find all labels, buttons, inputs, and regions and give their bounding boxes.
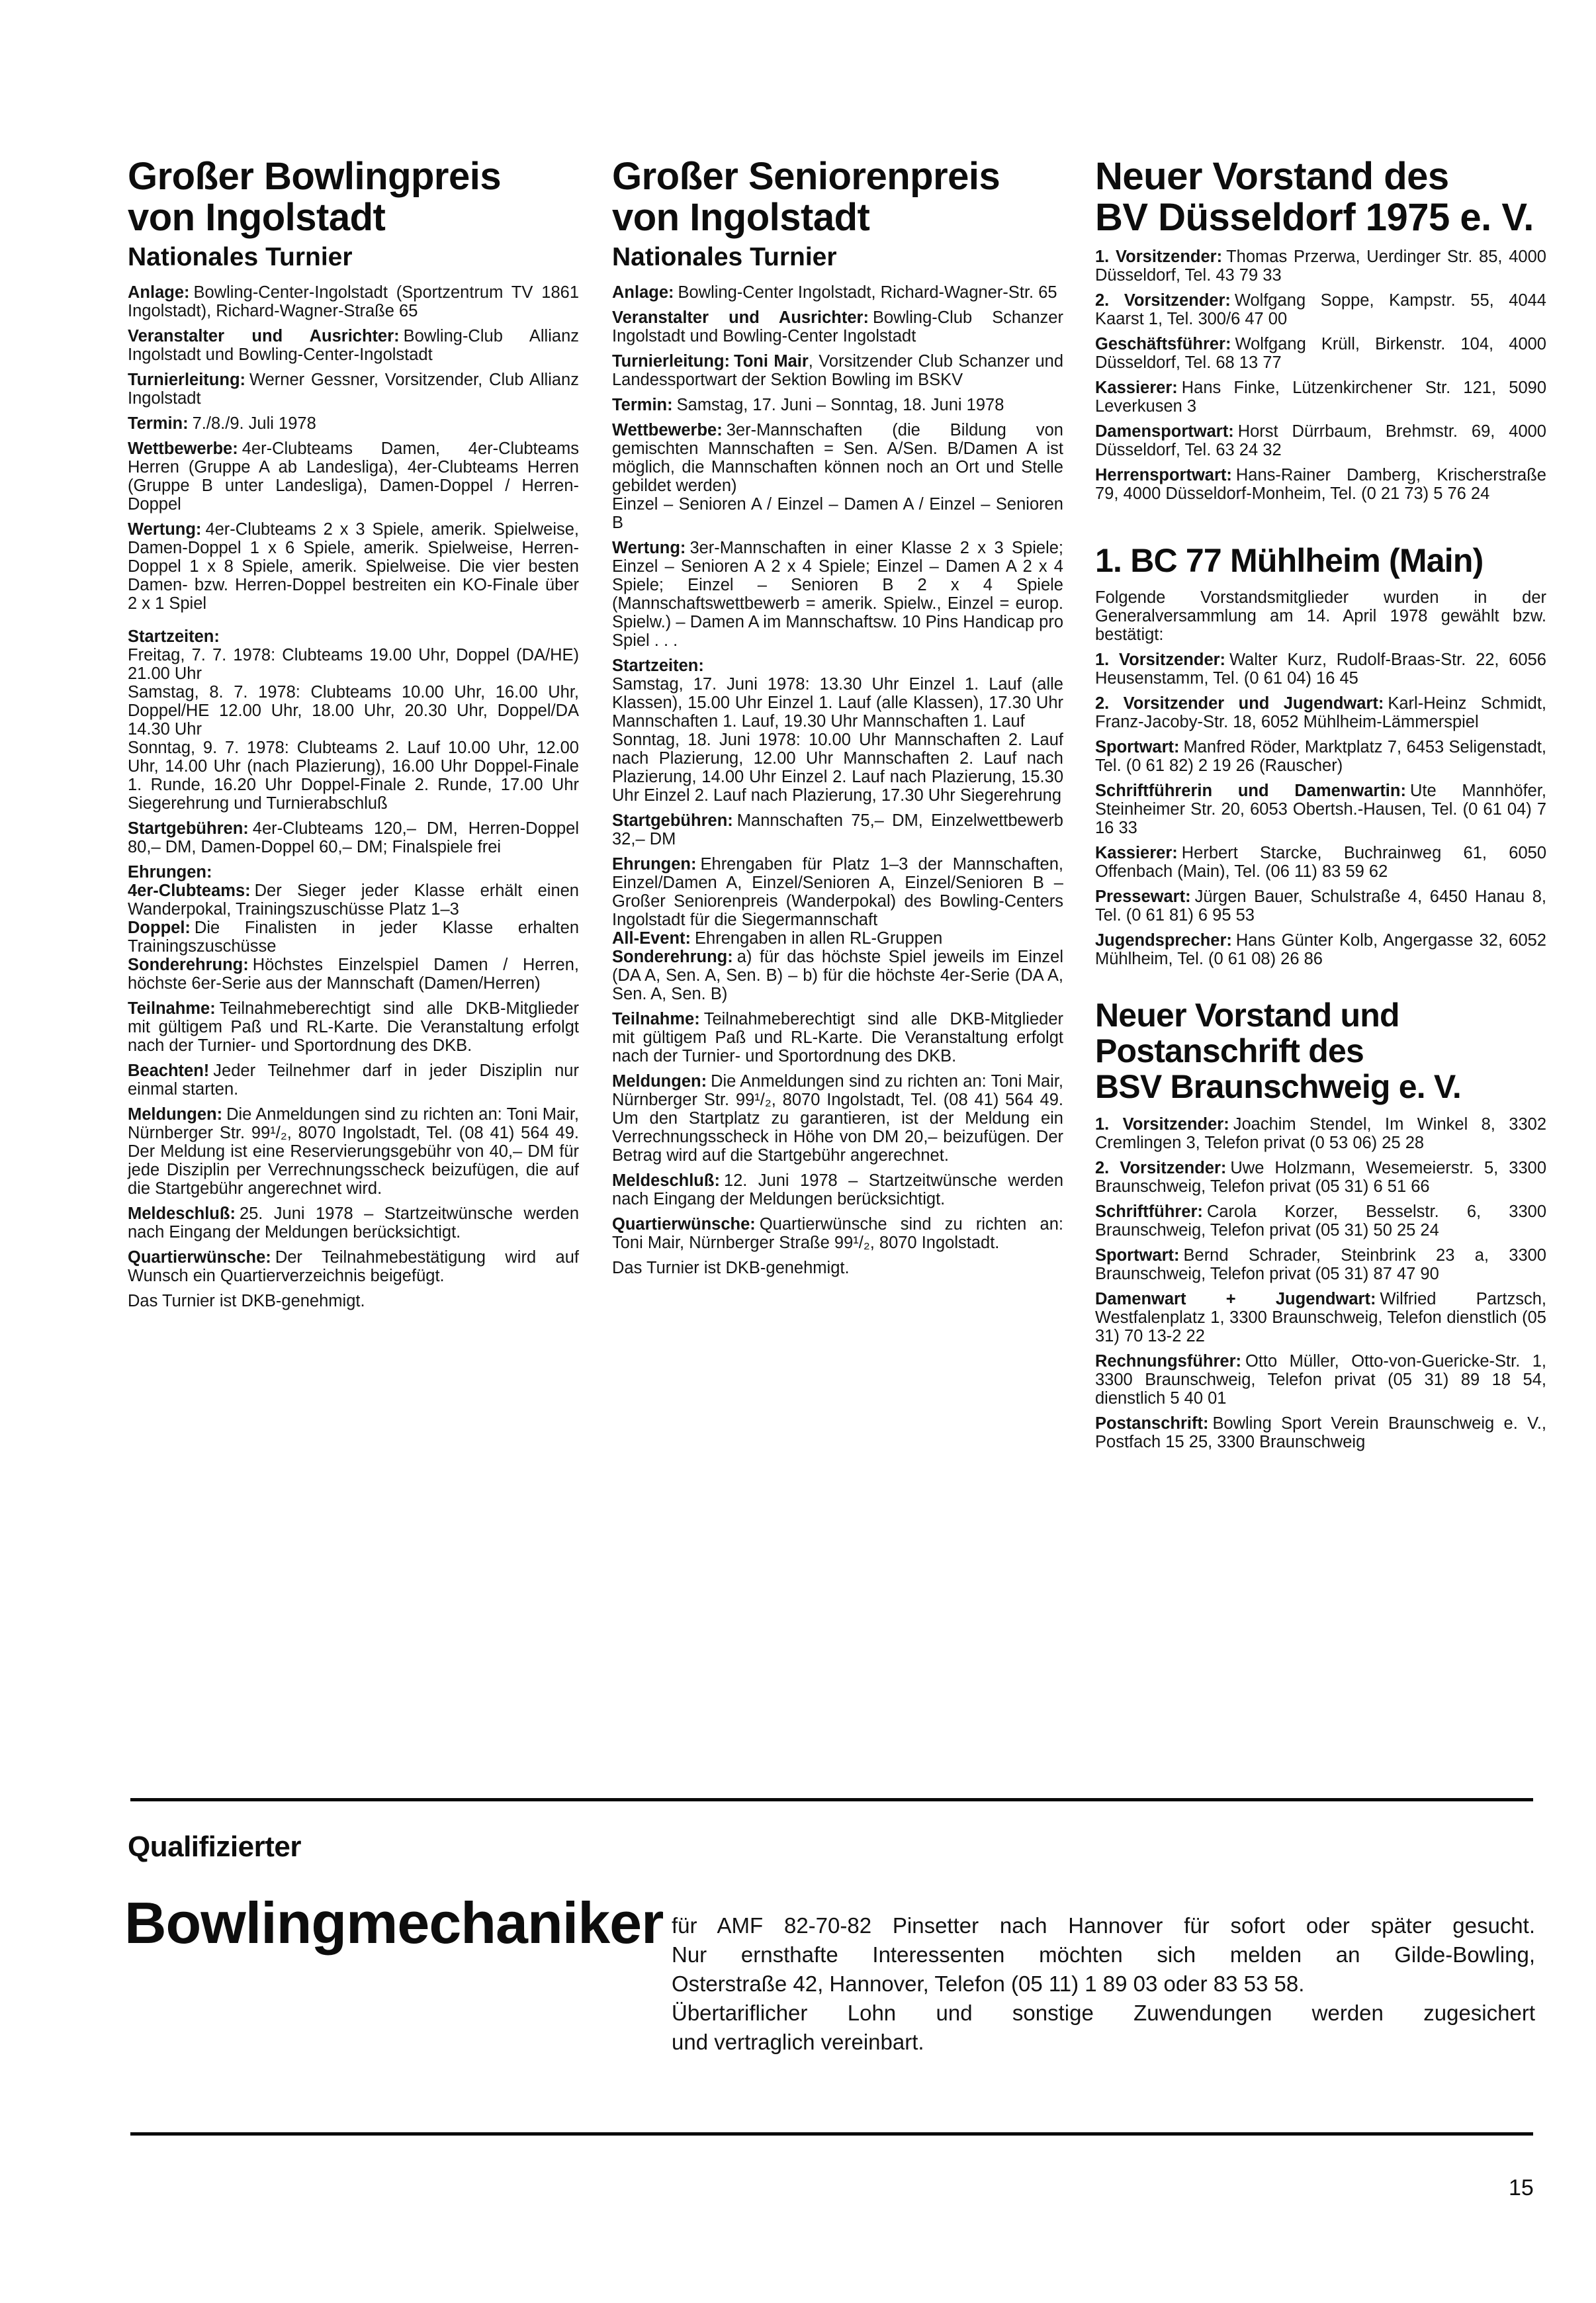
board-entry: Sportwart: Bernd Schrader, Steinbrink 23 a, 3300 Braunschweig, Telefon privat (05 31) 87 47 90 bbox=[1095, 1246, 1546, 1283]
board-entry: Herrensportwart: Hans-Rainer Damberg, Krischerstraße 79, 4000 Düsseldorf-Monheim, Tel. (0 21 73) 5 76 24 bbox=[1095, 466, 1546, 503]
veranstalter-paragraph: Veranstalter und Ausrichter: Bowling-Club Allianz Ingolstadt und Bowling-Center-Ingolstadt bbox=[128, 327, 579, 364]
article-braunschweig bbox=[1095, 997, 1546, 1451]
wertung-paragraph: Wertung: 4er-Clubteams 2 x 3 Spiele, amerik. Spielweise, Damen-Doppel 1 x 6 Spiele, amerik. Spielweise, Herren-Doppel 1 x 8 Spiele, amerik. Spielweise. Die vier besten Damen- bzw. Herren-Doppel bestreiten ein KO-Finale über 2 x 1 Spiel bbox=[128, 520, 579, 613]
ad-body-line: Osterstraße 42, Hannover, Telefon (05 11) 1 89 03 oder 83 53 58. bbox=[672, 1971, 1305, 1996]
turnierleitung-paragraph: Turnierleitung: Werner Gessner, Vorsitzender, Club Allianz Ingolstadt bbox=[128, 371, 579, 408]
board-entry: 1. Vorsitzender: Walter Kurz, Rudolf-Braas-Str. 22, 6056 Heusenstamm, Tel. (0 61 04) 16 45 bbox=[1095, 651, 1546, 688]
article-duesseldorf bbox=[1095, 156, 1546, 503]
article-title: Neuer Vorstand des BV Düsseldorf 1975 e. V. bbox=[1095, 155, 1534, 239]
ad-body-line: Übertariflicher Lohn und sonstige Zuwendungen werden zugesichert bbox=[672, 2001, 1535, 2025]
ehrungen-heading: Ehrungen: bbox=[128, 863, 212, 881]
ehrungen-paragraph: Ehrungen: Ehrengaben für Platz 1–3 der Mannschaften, Einzel/Damen A, Einzel/Senioren A, Einzel/Senioren B – Großer Seniorenpreis (Wanderpokal) des Bowling-Centers Ingolstadt für die Siegermannschaft bbox=[612, 855, 1063, 929]
meldeschluss-paragraph: Meldeschluß: 12. Juni 1978 – Startzeitwünsche werden nach Eingang der Meldungen berücksichtigt. bbox=[612, 1171, 1063, 1208]
genehmigung-note: Das Turnier ist DKB-genehmigt. bbox=[612, 1259, 850, 1277]
startzeit-item: Samstag, 17. Juni 1978: 13.30 Uhr Einzel 1. Lauf (alle Klassen), 15.00 Uhr Einzel 1. Lauf (alle Klassen), 17.30 Uhr Mannschaften 1. Lauf, 19.30 Uhr Mannschaften 1. Lauf bbox=[612, 675, 1063, 731]
quartier-paragraph: Quartierwünsche: Der Teilnahmebestätigung wird auf Wunsch ein Quartierverzeichnis beigefügt. bbox=[128, 1248, 579, 1285]
anlage-paragraph: Anlage: Bowling-Center Ingolstadt, Richard-Wagner-Str. 65 bbox=[612, 283, 1057, 302]
all-event-paragraph: All-Event: Ehrengaben in allen RL-Gruppen bbox=[612, 929, 943, 948]
sonderehrung-paragraph: Sonderehrung: a) für das höchste Spiel jeweils im Einzel (DA A, Sen. A, Sen. B) – b) für die höchste 4er-Serie (DA A, Sen. A, Sen. B) bbox=[612, 948, 1063, 1003]
wertung-paragraph: Wertung: 3er-Mannschaften in einer Klasse 2 x 3 Spiele; Einzel – Senioren A 2 x 4 Spiele; Einzel – Damen A 2 x 4 Spiele; Einzel – Senioren B 2 x 4 Spiele (Mannschaftswettbewerb = amerik. Spielw., Einzel = europ. Spielw.) – Damen A im Mannschaftsw. 10 Pins Handicap pro Spiel . . . bbox=[612, 539, 1063, 650]
ad-body-line: und vertraglich vereinbart. bbox=[672, 2030, 924, 2054]
meldungen-paragraph: Meldungen: Die Anmeldungen sind zu richten an: Toni Mair, Nürnberger Str. 99¹/₂, 8070 Ingolstadt, Tel. (08 41) 564 49. Um den Startplatz zu garantieren, ist der Meldung ein Verrechnungsscheck in Höhe von DM 20,– beizufügen. Der Betrag wird auf die Startgebühr angerechnet. bbox=[612, 1072, 1063, 1165]
startgebuehren-paragraph: Startgebühren: Mannschaften 75,– DM, Einzelwettbewerb 32,– DM bbox=[612, 811, 1063, 848]
board-entry: Jugendsprecher: Hans Günter Kolb, Angergasse 32, 6052 Mühlheim, Tel. (0 61 08) 26 86 bbox=[1095, 931, 1546, 968]
ad-body-line: für AMF 82-70-82 Pinsetter nach Hannover für sofort oder später gesucht. bbox=[672, 1913, 1535, 1938]
anlage-paragraph: Anlage: Bowling-Center-Ingolstadt (Sportzentrum TV 1861 Ingolstadt), Richard-Wagner-Straße 65 bbox=[128, 283, 579, 320]
board-entry: 1. Vorsitzender: Joachim Stendel, Im Winkel 8, 3302 Cremlingen 3, Telefon privat (0 53 06) 25 28 bbox=[1095, 1115, 1546, 1152]
ad-body-line: Nur ernsthafte Interessenten möchten sich melden an Gilde-Bowling, bbox=[672, 1942, 1535, 1967]
board-entry: Damenwart + Jugendwart: Wilfried Partzsch, Westfalenplatz 1, 3300 Braunschweig, Telefon dienstlich (05 31) 70 13-2 22 bbox=[1095, 1290, 1546, 1345]
ad-kicker: Qualifizierter bbox=[128, 1830, 301, 1863]
article-intro: Folgende Vorstandsmitglieder wurden in der Generalversammlung am 14. April 1978 gewählt bzw. bestätigt: bbox=[1095, 588, 1546, 644]
board-entry: Damensportwart: Horst Dürrbaum, Brehmstr. 69, 4000 Düsseldorf, Tel. 63 24 32 bbox=[1095, 422, 1546, 459]
board-entry: Geschäftsführer: Wolfgang Krüll, Birkenstr. 104, 4000 Düsseldorf, Tel. 68 13 77 bbox=[1095, 335, 1546, 372]
startzeit-item: Samstag, 8. 7. 1978: Clubteams 10.00 Uhr, 16.00 Uhr, Doppel/HE 12.00 Uhr, 18.00 Uhr, 20.30 Uhr, Doppel/DA 14.30 Uhr bbox=[128, 683, 579, 739]
board-entry: Schriftführer: Carola Korzer, Besselstr. 6, 3300 Braunschweig, Telefon privat (05 31) 50 25 24 bbox=[1095, 1202, 1546, 1240]
turnierleitung-paragraph: Turnierleitung: Toni Mair, Vorsitzender Club Schanzer und Landessportwart der Sektion Bowling im BSKV bbox=[612, 352, 1063, 389]
teilnahme-paragraph: Teilnahme: Teilnahmeberechtigt sind alle DKB-Mitglieder mit gültigem Paß und RL-Karte. Die Veranstaltung erfolgt nach der Turnier- und Sportordnung des DKB. bbox=[128, 999, 579, 1055]
meldungen-paragraph: Meldungen: Die Anmeldungen sind zu richten an: Toni Mair, Nürnberger Str. 99¹/₂, 8070 Ingolstadt, Tel. (08 41) 564 49. Der Meldung ist eine Reservierungsgebühr von 40,– DM für jede Disziplin per Verrechnungsscheck beizufügen, die auf die Startgebühr angerechnet wird. bbox=[128, 1105, 579, 1198]
board-entry: 2. Vorsitzender: Uwe Holzmann, Wesemeierstr. 5, 3300 Braunschweig, Telefon privat (05 31) 6 51 66 bbox=[1095, 1159, 1546, 1196]
genehmigung-note: Das Turnier ist DKB-genehmigt. bbox=[128, 1292, 365, 1310]
startzeit-item: Sonntag, 18. Juni 1978: 10.00 Uhr Mannschaften 2. Lauf nach Plazierung, 12.00 Uhr Mannschaften 2. Lauf nach Plazierung, 14.00 Uhr Einzel 2. Lauf nach Plazierung, 15.30 Uhr Einzel 2. Lauf nach Plazierung, 17.30 Uhr Siegerehrung bbox=[612, 731, 1063, 805]
article-muehlheim bbox=[1095, 543, 1546, 968]
startzeiten-block bbox=[128, 627, 579, 813]
veranstalter-paragraph: Veranstalter und Ausrichter: Bowling-Club Schanzer Ingolstadt und Bowling-Center Ingolstadt bbox=[612, 308, 1063, 345]
startgebuehren-paragraph: Startgebühren: 4er-Clubteams 120,– DM, Herren-Doppel 80,– DM, Damen-Doppel 60,– DM; Finalspiele frei bbox=[128, 819, 579, 856]
article-title: Neuer Vorstand und Postanschrift des BSV Braunschweig e. V. bbox=[1095, 997, 1461, 1105]
article-subtitle: Nationales Turnier bbox=[612, 243, 837, 271]
column-club-news bbox=[1095, 156, 1546, 1458]
startzeit-item: Freitag, 7. 7. 1978: Clubteams 19.00 Uhr, Doppel (DA/HE) 21.00 Uhr bbox=[128, 646, 579, 683]
startzeiten-heading: Startzeiten: bbox=[612, 656, 704, 675]
article-title: Großer Seniorenpreis von Ingolstadt bbox=[612, 155, 1000, 239]
board-entry: Pressewart: Jürgen Bauer, Schulstraße 4, 6450 Hanau 8, Tel. (0 61 81) 6 95 53 bbox=[1095, 887, 1546, 925]
teilnahme-paragraph: Teilnahme: Teilnahmeberechtigt sind alle DKB-Mitglieder mit gültigem Paß und RL-Karte. Die Veranstaltung erfolgt nach der Turnier- und Sportordnung des DKB. bbox=[612, 1010, 1063, 1065]
article-subtitle: Nationales Turnier bbox=[128, 243, 353, 271]
ehrung-doppel: Doppel: Die Finalisten in jeder Klasse erhalten Trainingszuschüsse bbox=[128, 919, 579, 956]
divider-rule bbox=[130, 2132, 1533, 2136]
board-entry: Sportwart: Manfred Röder, Marktplatz 7, 6453 Seligenstadt, Tel. (0 61 82) 2 19 26 (Rauscher) bbox=[1095, 738, 1546, 775]
board-entry: 2. Vorsitzender und Jugendwart: Karl-Heinz Schmidt, Franz-Jacoby-Str. 18, 6052 Mühlheim-Lämmerspiel bbox=[1095, 694, 1546, 731]
ad-title: Bowlingmechaniker bbox=[124, 1890, 664, 1956]
article-seniorenpreis bbox=[612, 156, 1063, 1277]
startzeiten-heading: Startzeiten: bbox=[128, 627, 220, 646]
beachten-paragraph: Beachten! Jeder Teilnehmer darf in jeder Disziplin nur einmal starten. bbox=[128, 1061, 579, 1099]
quartier-paragraph: Quartierwünsche: Quartierwünsche sind zu richten an: Toni Mair, Nürnberger Straße 99¹/₂, 8070 Ingolstadt. bbox=[612, 1215, 1063, 1252]
board-entry: 1. Vorsitzender: Thomas Przerwa, Uerdinger Str. 85, 4000 Düsseldorf, Tel. 43 79 33 bbox=[1095, 248, 1546, 285]
board-entry: Kassierer: Hans Finke, Lützenkirchener Str. 121, 5090 Leverkusen 3 bbox=[1095, 379, 1546, 416]
ehrungen-block bbox=[128, 863, 579, 993]
termin-paragraph: Termin: Samstag, 17. Juni – Sonntag, 18. Juni 1978 bbox=[612, 396, 1004, 414]
article-title: Großer Bowlingpreis von Ingolstadt bbox=[128, 155, 502, 239]
board-entry: Postanschrift: Bowling Sport Verein Braunschweig e. V., Postfach 15 25, 3300 Braunschweig bbox=[1095, 1414, 1546, 1451]
board-entry: 2. Vorsitzender: Wolfgang Soppe, Kampstr. 55, 4044 Kaarst 1, Tel. 300/6 47 00 bbox=[1095, 291, 1546, 328]
startzeit-item: Sonntag, 9. 7. 1978: Clubteams 2. Lauf 10.00 Uhr, 12.00 Uhr, 14.00 Uhr (nach Plazierung), 16.00 Uhr Doppel-Finale 1. Runde, 16.20 Uhr Doppel-Finale 2. Runde, 17.00 Uhr Siegerehrung und Turnierabschluß bbox=[128, 739, 579, 813]
wettbewerbe-einzel: Einzel – Senioren A / Einzel – Damen A / Einzel – Senioren B bbox=[612, 495, 1063, 532]
board-entry: Kassierer: Herbert Starcke, Buchrainweg 61, 6050 Offenbach (Main), Tel. (06 11) 83 59 62 bbox=[1095, 844, 1546, 881]
divider-rule bbox=[130, 1798, 1533, 1801]
article-bowlingpreis bbox=[128, 156, 579, 1310]
ad-body bbox=[672, 1911, 1535, 2057]
page-number: 15 bbox=[1509, 2175, 1534, 2200]
wettbewerbe-paragraph: Wettbewerbe: 4er-Clubteams Damen, 4er-Clubteams Herren (Gruppe A ab Landesliga), 4er-Clubteams Herren (Gruppe B unter Landesliga), Damen-Doppel / Herren-Doppel bbox=[128, 439, 579, 514]
board-entry: Rechnungsführer: Otto Müller, Otto-von-Guericke-Str. 1, 3300 Braunschweig, Telefon privat (05 31) 89 18 54, dienstlich 5 40 01 bbox=[1095, 1352, 1546, 1408]
article-title: 1. BC 77 Mühlheim (Main) bbox=[1095, 542, 1484, 579]
ehrung-sonderehrung: Sonderehrung: Höchstes Einzelspiel Damen / Herren, höchste 6er-Serie aus der Mannschaft (Damen/Herren) bbox=[128, 956, 579, 993]
termin-paragraph: Termin: 7./8./9. Juli 1978 bbox=[128, 414, 316, 433]
meldeschluss-paragraph: Meldeschluß: 25. Juni 1978 – Startzeitwünsche werden nach Eingang der Meldungen berücksichtigt. bbox=[128, 1204, 579, 1242]
board-entry: Schriftführerin und Damenwartin: Ute Mannhöfer, Steinheimer Str. 20, 6053 Obertsh.-Hausen, Tel. (0 61 04) 7 16 33 bbox=[1095, 782, 1546, 837]
ehrung-clubteams: 4er-Clubteams: Der Sieger jeder Klasse erhält einen Wanderpokal, Trainingszuschüsse Platz 1–3 bbox=[128, 881, 579, 919]
startzeiten-block bbox=[612, 656, 1063, 805]
wettbewerbe-paragraph: Wettbewerbe: 3er-Mannschaften (die Bildung von gemischten Mannschaften = Sen. A/Sen. B/Damen A ist möglich, die Mannschaften können noch an Ort und Stelle gebildet werden) bbox=[612, 421, 1063, 495]
